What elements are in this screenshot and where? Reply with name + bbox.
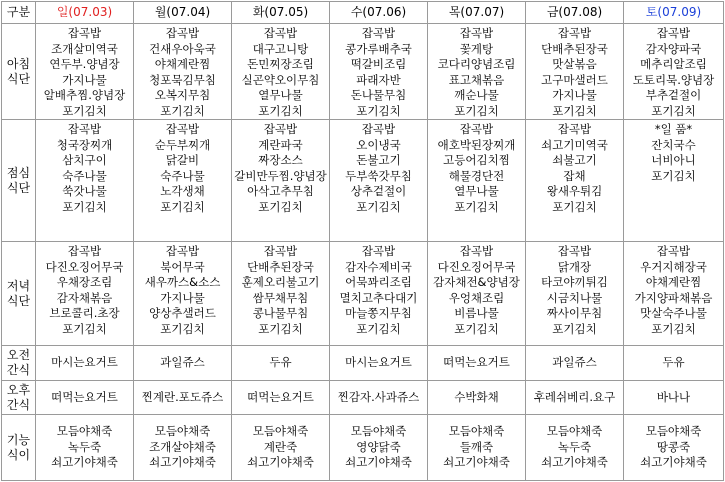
- menu-item: 모듬야채죽: [252, 424, 309, 439]
- menu-body: [2, 24, 724, 481]
- row-lunch: [2, 120, 724, 242]
- menu-cell: [428, 346, 526, 381]
- menu-item: 숙주나물: [62, 168, 107, 183]
- menu-cell: [330, 346, 428, 381]
- menu-item: 쇠고기야채죽: [345, 455, 412, 470]
- menu-item: 떡갈비조림: [350, 57, 407, 71]
- menu-cell: [624, 120, 724, 242]
- row-dinner: [2, 242, 724, 346]
- row-breakfast: [2, 24, 724, 120]
- menu-item: 시금치나물: [546, 290, 603, 305]
- menu-item: 맛살볶음: [552, 57, 597, 71]
- menu-item: 조개살야채죽: [149, 439, 216, 454]
- menu-item: 포기김치: [454, 321, 499, 336]
- menu-item: 쌈무채무침: [252, 290, 309, 305]
- menu-item: *일 품*: [654, 122, 693, 136]
- menu-item: 포기김치: [651, 103, 696, 118]
- menu-item: 쇠불고기: [552, 153, 597, 167]
- menu-cell: [428, 242, 526, 346]
- menu-item: 감자채볶음: [56, 290, 113, 305]
- menu-cell: [134, 346, 232, 381]
- menu-cell: [232, 120, 330, 242]
- menu-item: 감자양파국: [645, 41, 702, 56]
- menu-item: 잡곡밥: [165, 122, 200, 136]
- menu-item: 포기김치: [651, 168, 696, 183]
- menu-item: 포기김치: [62, 321, 107, 336]
- menu-item: 떠먹는요거트: [51, 389, 118, 404]
- menu-cell: [428, 381, 526, 415]
- menu-item: 영양닭죽: [356, 439, 401, 454]
- menu-item: 잡곡밥: [67, 244, 102, 258]
- menu-item: 쇠고기야채죽: [443, 455, 510, 470]
- menu-cell: [330, 415, 428, 481]
- menu-item: 쇠고기미역국: [541, 137, 608, 152]
- menu-item: 잡곡밥: [361, 26, 396, 40]
- menu-item: 포기김치: [62, 103, 107, 118]
- day-header-fri: 금(07.08): [526, 2, 624, 24]
- menu-item: 도토리묵.양념장: [632, 72, 715, 87]
- menu-item: 잡곡밥: [656, 26, 691, 40]
- menu-item: 잡곡밥: [67, 26, 102, 40]
- menu-item: 찐감자.사과쥬스: [337, 389, 420, 404]
- menu-item: 잡곡밥: [459, 244, 494, 258]
- menu-item: 야채계란찜: [154, 57, 211, 71]
- row-label-lunch: 점심 식단: [2, 120, 36, 242]
- menu-item: 꽃게탕: [459, 41, 494, 56]
- menu-item: 잔치국수: [651, 137, 696, 152]
- menu-cell: [232, 415, 330, 481]
- menu-item: 포기김치: [552, 321, 597, 336]
- menu-item: 잡곡밥: [459, 26, 494, 40]
- menu-cell: [624, 415, 724, 481]
- menu-item: 과일쥬스: [552, 355, 597, 370]
- menu-item: 가지양파채볶음: [634, 290, 713, 305]
- menu-cell: [526, 24, 624, 120]
- menu-cell: [134, 120, 232, 242]
- menu-item: 잡곡밥: [263, 244, 298, 258]
- menu-cell: [428, 24, 526, 120]
- menu-item: 짜사이무침: [546, 306, 603, 320]
- menu-item: 청포묵김무침: [149, 72, 216, 87]
- menu-item: 과일쥬스: [160, 355, 205, 370]
- menu-item: 돈나물무침: [350, 88, 407, 102]
- menu-item: 모듬야채죽: [350, 424, 407, 439]
- menu-item: 잡곡밥: [263, 26, 298, 40]
- menu-item: 열무나물: [454, 184, 499, 198]
- row-morning-snack: [2, 346, 724, 381]
- menu-cell: [232, 381, 330, 415]
- menu-item: 잡곡밥: [557, 122, 592, 136]
- menu-item: 갈비만두찜.양념장: [234, 168, 327, 183]
- menu-item: 돈불고기: [356, 153, 401, 167]
- menu-item: 모듬야채죽: [154, 424, 211, 439]
- menu-cell: [330, 24, 428, 120]
- menu-item: 훈제오리불고기: [241, 275, 320, 289]
- day-header-sun: 일(07.03): [36, 2, 134, 24]
- menu-cell: [36, 381, 134, 415]
- menu-cell: [134, 381, 232, 415]
- row-functional-diet: [2, 415, 724, 481]
- menu-item: 잡곡밥: [557, 244, 592, 258]
- menu-item: 포기김치: [454, 103, 499, 118]
- menu-cell: [526, 242, 624, 346]
- menu-item: 콩나물무침: [252, 306, 309, 320]
- menu-item: 순두부찌개: [154, 137, 211, 152]
- day-header-thu: 목(07.07): [428, 2, 526, 24]
- menu-item: 포기김치: [552, 199, 597, 214]
- menu-item: 떠먹는요거트: [247, 389, 314, 404]
- menu-item: 고구마샐러드: [541, 72, 608, 87]
- menu-item: 감자채전&양념장: [433, 275, 520, 289]
- menu-item: 닭개장: [557, 259, 592, 274]
- menu-item: 우채장조림: [56, 275, 113, 289]
- menu-item: 오복지무침: [154, 88, 211, 102]
- menu-item: 잡곡밥: [165, 26, 200, 40]
- row-afternoon-snack: [2, 381, 724, 415]
- menu-item: 우엉채조림: [448, 290, 505, 305]
- menu-item: 멸치고추다대기: [339, 290, 418, 305]
- menu-item: 맛살숙주나물: [640, 306, 707, 320]
- menu-item: 모듬야채죽: [546, 424, 603, 439]
- menu-item: 왕새우튀김: [546, 184, 603, 198]
- menu-item: 숙주나물: [160, 168, 205, 183]
- menu-item: 타코야끼튀김: [541, 275, 608, 289]
- row-label-breakfast: 아침 식단: [2, 24, 36, 120]
- row-label-functional-diet: 기능 식이: [2, 415, 36, 481]
- row-label-dinner: 저녁 식단: [2, 242, 36, 346]
- menu-item: 모듬야채죽: [56, 424, 113, 439]
- menu-item: 너비아니: [651, 153, 696, 167]
- menu-item: 잡곡밥: [67, 122, 102, 136]
- menu-item: 수박화채: [454, 389, 499, 404]
- menu-item: 쇠고기야채죽: [640, 455, 707, 470]
- menu-item: 잡곡밥: [557, 26, 592, 40]
- menu-cell: [36, 120, 134, 242]
- menu-item: 파래자반: [356, 72, 401, 87]
- menu-cell: [134, 242, 232, 346]
- menu-item: 포기김치: [356, 199, 401, 214]
- menu-item: 가지나물: [62, 72, 107, 87]
- menu-item: 포기김치: [454, 199, 499, 214]
- menu-item: 닭갈비: [165, 153, 200, 167]
- menu-item: 마시는요거트: [51, 355, 118, 370]
- menu-item: 두유: [269, 355, 292, 370]
- menu-item: 메추리알조림: [640, 57, 707, 71]
- menu-cell: [624, 381, 724, 415]
- menu-item: 녹두죽: [67, 439, 102, 454]
- menu-item: 포기김치: [552, 103, 597, 118]
- menu-cell: [330, 381, 428, 415]
- menu-item: 새우까스&소스: [144, 275, 221, 289]
- menu-item: 포기김치: [356, 321, 401, 336]
- menu-cell: [36, 346, 134, 381]
- menu-item: 고등어김치찜: [443, 153, 510, 167]
- menu-item: 모듬야채죽: [448, 424, 505, 439]
- menu-cell: [36, 242, 134, 346]
- menu-item: 잡곡밥: [165, 244, 200, 258]
- menu-item: 애호박된장찌개: [437, 137, 516, 152]
- menu-item: 가지나물: [552, 88, 597, 102]
- menu-item: 알배추찜.양념장: [43, 88, 126, 102]
- menu-item: 열무나물: [258, 88, 303, 102]
- menu-item: 포기김치: [160, 103, 205, 118]
- menu-item: 쇠고기야채죽: [149, 455, 216, 470]
- menu-item: 북어무국: [160, 259, 205, 274]
- menu-cell: [330, 242, 428, 346]
- menu-item: 땅콩죽: [656, 439, 691, 454]
- menu-item: 야채계란찜: [645, 275, 702, 289]
- menu-item: 잡곡밥: [459, 122, 494, 136]
- menu-cell: [526, 346, 624, 381]
- menu-item: 우거지해장국: [640, 259, 707, 274]
- row-label-morning-snack: 오전 간식: [2, 346, 36, 381]
- menu-item: 짜장소스: [258, 153, 303, 167]
- menu-item: 녹두죽: [557, 439, 592, 454]
- menu-item: 포기김치: [62, 199, 107, 214]
- menu-cell: [624, 242, 724, 346]
- menu-item: 두부쑥갓무침: [345, 168, 412, 183]
- menu-item: 잡곡밥: [263, 122, 298, 136]
- menu-cell: [134, 415, 232, 481]
- menu-item: 단배추된장국: [247, 259, 314, 274]
- menu-item: 두유: [662, 355, 685, 370]
- menu-item: 포기김치: [651, 321, 696, 336]
- row-label-afternoon-snack: 오후 간식: [2, 381, 36, 415]
- menu-item: 콩가루배추국: [345, 41, 412, 56]
- menu-cell: [526, 120, 624, 242]
- menu-item: 포기김치: [258, 103, 303, 118]
- menu-item: 찐계란.포도쥬스: [141, 389, 224, 404]
- menu-item: 포기김치: [356, 103, 401, 118]
- menu-item: 연두부.양념장: [49, 57, 120, 71]
- menu-item: 잡곡밥: [656, 244, 691, 258]
- menu-item: 잡채: [563, 168, 586, 183]
- menu-cell: [526, 415, 624, 481]
- menu-item: 쇠고기야채죽: [541, 455, 608, 470]
- menu-item: 들깨죽: [459, 439, 494, 454]
- menu-item: 단배추된장국: [541, 41, 608, 56]
- menu-item: 감자수제비국: [345, 259, 412, 274]
- menu-item: 잡곡밥: [361, 244, 396, 258]
- menu-item: 청국장찌개: [56, 137, 113, 152]
- menu-item: 양상추샐러드: [149, 306, 216, 320]
- menu-cell: [428, 120, 526, 242]
- menu-cell: [134, 24, 232, 120]
- day-header-mon: 월(07.04): [134, 2, 232, 24]
- menu-cell: [232, 24, 330, 120]
- menu-cell: [232, 346, 330, 381]
- menu-item: 포기김치: [160, 199, 205, 214]
- menu-item: 표고채볶음: [448, 72, 505, 87]
- menu-cell: [428, 415, 526, 481]
- menu-item: 마늘쫑지무침: [345, 306, 412, 320]
- menu-item: 브로콜리.초장: [49, 306, 120, 320]
- menu-item: 깨순나물: [454, 88, 499, 102]
- menu-item: 삼치구이: [62, 153, 107, 167]
- menu-item: 다진오징어무국: [45, 259, 124, 274]
- menu-item: 해물경단전: [448, 168, 505, 183]
- menu-item: 계란파국: [258, 137, 303, 152]
- menu-item: 어묵꽈리조림: [345, 275, 412, 289]
- menu-item: 가지나물: [160, 290, 205, 305]
- menu-item: 쑥갓나물: [62, 184, 107, 198]
- day-header-tue: 화(07.05): [232, 2, 330, 24]
- header-row: [2, 2, 724, 24]
- menu-item: 모듬야채죽: [645, 424, 702, 439]
- menu-item: 상추겉절이: [350, 184, 407, 198]
- weekly-meal-menu-table: [1, 1, 724, 481]
- menu-item: 비름나물: [454, 306, 499, 320]
- menu-item: 마시는요거트: [345, 355, 412, 370]
- menu-item: 포기김치: [160, 321, 205, 336]
- menu-cell: [330, 120, 428, 242]
- menu-item: 포기김치: [258, 199, 303, 214]
- menu-item: 실곤약오이무침: [241, 72, 320, 87]
- header-label: 구분: [2, 2, 36, 24]
- menu-item: 부추겉절이: [645, 88, 702, 102]
- day-header-wed: 수(07.06): [330, 2, 428, 24]
- menu-item: 대구고니탕: [252, 41, 309, 56]
- menu-item: 쇠고기야채죽: [51, 455, 118, 470]
- menu-item: 후레쉬베리.요구: [533, 389, 616, 404]
- menu-item: 노각생채: [160, 184, 205, 198]
- menu-cell: [624, 346, 724, 381]
- menu-item: 계란죽: [263, 439, 298, 454]
- menu-item: 바나나: [656, 389, 691, 404]
- menu-item: 돈민찌장조림: [247, 57, 314, 71]
- menu-item: 아삭고추무침: [247, 184, 314, 198]
- menu-cell: [526, 381, 624, 415]
- menu-item: 떠먹는요거트: [443, 355, 510, 370]
- menu-item: 잡곡밥: [361, 122, 396, 136]
- menu-item: 포기김치: [258, 321, 303, 336]
- menu-cell: [36, 24, 134, 120]
- menu-item: 건새우아욱국: [149, 41, 216, 56]
- menu-item: 코다리양념조림: [437, 57, 516, 71]
- day-header-sat: 토(07.09): [624, 2, 724, 24]
- menu-item: 쇠고기야채죽: [247, 455, 314, 470]
- menu-item: 다진오징어무국: [437, 259, 516, 274]
- menu-item: 오이냉국: [356, 137, 401, 152]
- menu-item: 조개살미역국: [51, 41, 118, 56]
- menu-cell: [624, 24, 724, 120]
- menu-cell: [36, 415, 134, 481]
- menu-cell: [232, 242, 330, 346]
